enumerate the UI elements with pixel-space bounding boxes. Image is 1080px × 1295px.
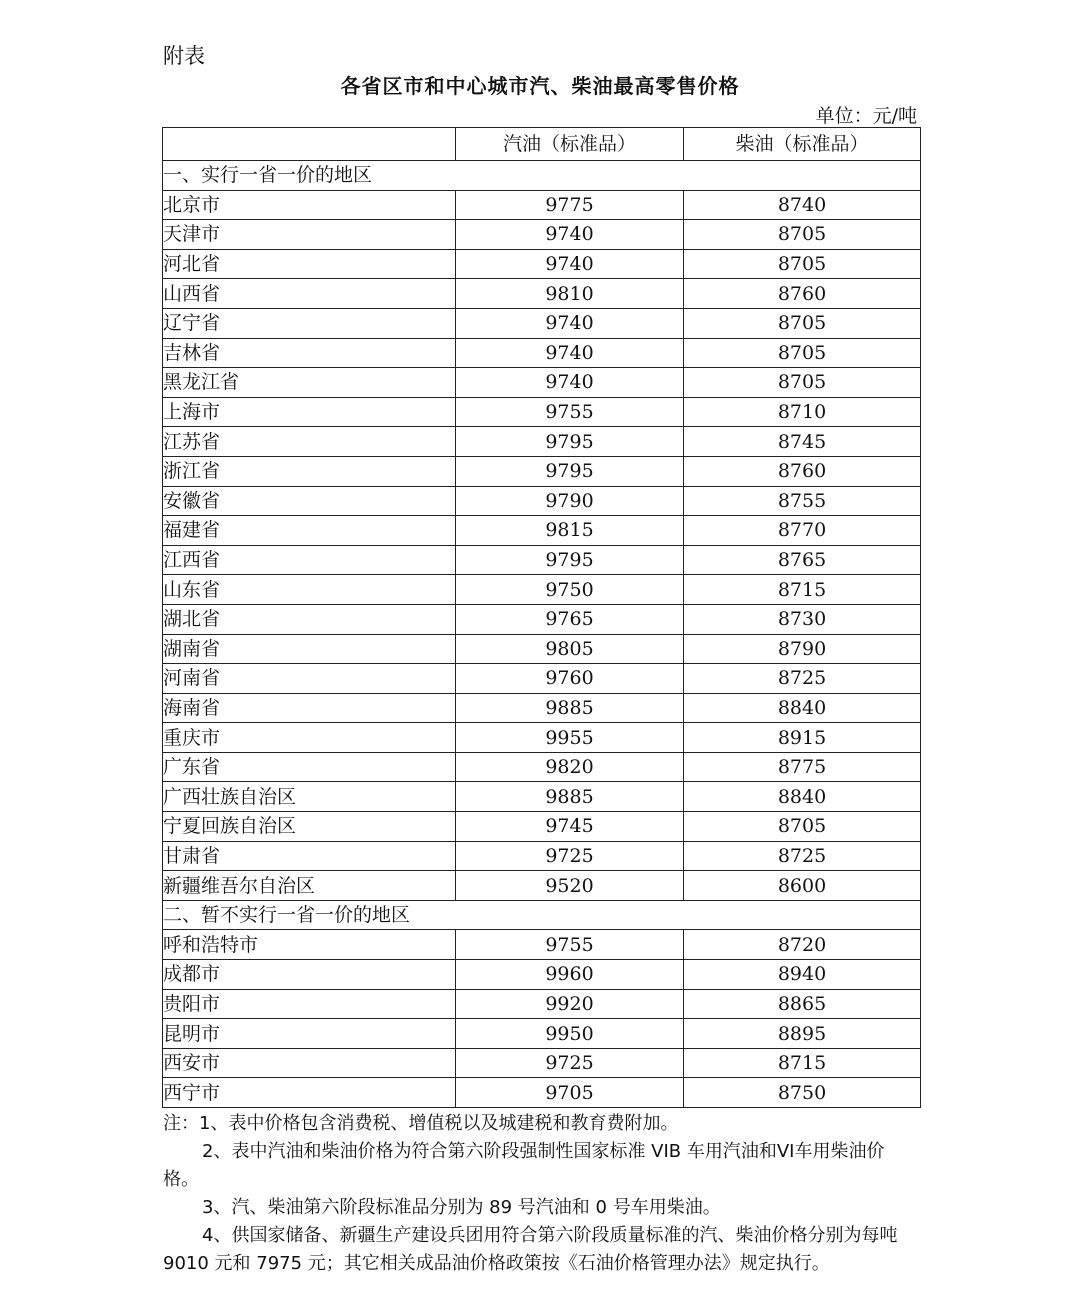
diesel-price-cell: 8840 xyxy=(684,782,921,812)
column-header-gasoline: 汽油（标准品） xyxy=(456,128,684,161)
gasoline-price-cell: 9955 xyxy=(456,723,684,753)
diesel-price-cell: 8775 xyxy=(684,752,921,782)
gasoline-price-cell: 9810 xyxy=(456,279,684,309)
column-header-region xyxy=(163,128,456,161)
diesel-price-cell: 8840 xyxy=(684,693,921,723)
column-header-diesel: 柴油（标准品） xyxy=(684,128,921,161)
gasoline-price-cell: 9765 xyxy=(456,604,684,634)
region-cell: 河南省 xyxy=(163,664,456,694)
region-cell: 广西壮族自治区 xyxy=(163,782,456,812)
region-cell: 上海市 xyxy=(163,397,456,427)
table-row xyxy=(163,338,921,368)
table-row xyxy=(163,1048,921,1078)
table-row xyxy=(163,1019,921,1049)
diesel-price-cell: 8715 xyxy=(684,575,921,605)
gasoline-price-cell: 9740 xyxy=(456,220,684,250)
region-cell: 西安市 xyxy=(163,1048,456,1078)
section-heading-row xyxy=(163,900,921,930)
gasoline-price-cell: 9885 xyxy=(456,693,684,723)
diesel-price-cell: 8915 xyxy=(684,723,921,753)
gasoline-price-cell: 9920 xyxy=(456,989,684,1019)
diesel-price-cell: 8770 xyxy=(684,516,921,546)
note-2: 2、表中汽油和柴油价格为符合第六阶段强制性国家标准 VIB 车用汽油和VI车用柴油价格。 xyxy=(163,1141,885,1190)
note-4: 4、供国家储备、新疆生产建设兵团用符合第六阶段质量标准的汽、柴油价格分别为每吨 9010 元和 7975 元；其它相关成品油价格政策按《石油价格管理办法》规定执行。 xyxy=(163,1225,898,1274)
gasoline-price-cell: 9755 xyxy=(456,930,684,960)
table-row xyxy=(163,190,921,220)
region-cell: 山西省 xyxy=(163,279,456,309)
gasoline-price-cell: 9740 xyxy=(456,308,684,338)
gasoline-price-cell: 9820 xyxy=(456,752,684,782)
diesel-price-cell: 8760 xyxy=(684,279,921,309)
diesel-price-cell: 8760 xyxy=(684,456,921,486)
region-cell: 吉林省 xyxy=(163,338,456,368)
gasoline-price-cell: 9740 xyxy=(456,368,684,398)
diesel-price-cell: 8755 xyxy=(684,486,921,516)
gasoline-price-cell: 9740 xyxy=(456,338,684,368)
region-cell: 贵阳市 xyxy=(163,989,456,1019)
region-cell: 新疆维吾尔自治区 xyxy=(163,871,456,901)
region-cell: 昆明市 xyxy=(163,1019,456,1049)
table-row xyxy=(163,960,921,990)
table-row xyxy=(163,930,921,960)
gasoline-price-cell: 9885 xyxy=(456,782,684,812)
table-row xyxy=(163,989,921,1019)
diesel-price-cell: 8865 xyxy=(684,989,921,1019)
notes xyxy=(163,1110,920,1278)
table-header-row xyxy=(163,128,921,161)
gasoline-price-cell: 9960 xyxy=(456,960,684,990)
gasoline-price-cell: 9745 xyxy=(456,812,684,842)
table-title: 各省区市和中心城市汽、柴油最高零售价格 xyxy=(340,74,740,98)
section-heading: 二、暂不实行一省一价的地区 xyxy=(163,900,921,930)
region-cell: 浙江省 xyxy=(163,456,456,486)
price-table xyxy=(162,127,921,1108)
table-row xyxy=(163,575,921,605)
gasoline-price-cell: 9755 xyxy=(456,397,684,427)
gasoline-price-cell: 9740 xyxy=(456,249,684,279)
table-row xyxy=(163,812,921,842)
diesel-price-cell: 8705 xyxy=(684,220,921,250)
table-row xyxy=(163,516,921,546)
table-row xyxy=(163,782,921,812)
region-cell: 甘肃省 xyxy=(163,841,456,871)
table-row xyxy=(163,841,921,871)
diesel-price-cell: 8725 xyxy=(684,664,921,694)
region-cell: 山东省 xyxy=(163,575,456,605)
table-row xyxy=(163,368,921,398)
table-row xyxy=(163,456,921,486)
diesel-price-cell: 8940 xyxy=(684,960,921,990)
gasoline-price-cell: 9725 xyxy=(456,1048,684,1078)
region-cell: 广东省 xyxy=(163,752,456,782)
table-body xyxy=(163,161,921,1108)
diesel-price-cell: 8725 xyxy=(684,841,921,871)
table-row xyxy=(163,604,921,634)
region-cell: 重庆市 xyxy=(163,723,456,753)
gasoline-price-cell: 9725 xyxy=(456,841,684,871)
region-cell: 宁夏回族自治区 xyxy=(163,812,456,842)
table-row xyxy=(163,308,921,338)
table-row xyxy=(163,634,921,664)
gasoline-price-cell: 9750 xyxy=(456,575,684,605)
region-cell: 呼和浩特市 xyxy=(163,930,456,960)
region-cell: 海南省 xyxy=(163,693,456,723)
diesel-price-cell: 8705 xyxy=(684,308,921,338)
table-row xyxy=(163,427,921,457)
table-row xyxy=(163,752,921,782)
region-cell: 福建省 xyxy=(163,516,456,546)
region-cell: 辽宁省 xyxy=(163,308,456,338)
gasoline-price-cell: 9950 xyxy=(456,1019,684,1049)
diesel-price-cell: 8705 xyxy=(684,812,921,842)
table-row xyxy=(163,1078,921,1108)
gasoline-price-cell: 9795 xyxy=(456,456,684,486)
diesel-price-cell: 8730 xyxy=(684,604,921,634)
table-row xyxy=(163,871,921,901)
table-row xyxy=(163,279,921,309)
appendix-label: 附表 xyxy=(163,44,205,68)
table-row xyxy=(163,397,921,427)
diesel-price-cell: 8790 xyxy=(684,634,921,664)
diesel-price-cell: 8750 xyxy=(684,1078,921,1108)
diesel-price-cell: 8745 xyxy=(684,427,921,457)
gasoline-price-cell: 9805 xyxy=(456,634,684,664)
region-cell: 西宁市 xyxy=(163,1078,456,1108)
diesel-price-cell: 8600 xyxy=(684,871,921,901)
diesel-price-cell: 8765 xyxy=(684,545,921,575)
table-row xyxy=(163,664,921,694)
region-cell: 江苏省 xyxy=(163,427,456,457)
table-row xyxy=(163,486,921,516)
diesel-price-cell: 8705 xyxy=(684,368,921,398)
section-heading: 一、实行一省一价的地区 xyxy=(163,161,921,191)
diesel-price-cell: 8895 xyxy=(684,1019,921,1049)
gasoline-price-cell: 9790 xyxy=(456,486,684,516)
diesel-price-cell: 8705 xyxy=(684,338,921,368)
note-1: 注：1、表中价格包含消费税、增值税以及城建税和教育费附加。 xyxy=(163,1113,679,1134)
region-cell: 湖北省 xyxy=(163,604,456,634)
gasoline-price-cell: 9705 xyxy=(456,1078,684,1108)
region-cell: 江西省 xyxy=(163,545,456,575)
diesel-price-cell: 8710 xyxy=(684,397,921,427)
region-cell: 天津市 xyxy=(163,220,456,250)
gasoline-price-cell: 9795 xyxy=(456,427,684,457)
unit-label: 单位：元/吨 xyxy=(815,105,917,127)
diesel-price-cell: 8705 xyxy=(684,249,921,279)
region-cell: 河北省 xyxy=(163,249,456,279)
region-cell: 黑龙江省 xyxy=(163,368,456,398)
table-row xyxy=(163,693,921,723)
gasoline-price-cell: 9760 xyxy=(456,664,684,694)
diesel-price-cell: 8740 xyxy=(684,190,921,220)
gasoline-price-cell: 9795 xyxy=(456,545,684,575)
gasoline-price-cell: 9775 xyxy=(456,190,684,220)
diesel-price-cell: 8720 xyxy=(684,930,921,960)
section-heading-row xyxy=(163,161,921,191)
region-cell: 北京市 xyxy=(163,190,456,220)
note-3: 3、汽、柴油第六阶段标准品分别为 89 号汽油和 0 号车用柴油。 xyxy=(202,1197,721,1218)
region-cell: 湖南省 xyxy=(163,634,456,664)
region-cell: 安徽省 xyxy=(163,486,456,516)
gasoline-price-cell: 9815 xyxy=(456,516,684,546)
region-cell: 成都市 xyxy=(163,960,456,990)
table-row xyxy=(163,545,921,575)
table-row xyxy=(163,723,921,753)
diesel-price-cell: 8715 xyxy=(684,1048,921,1078)
gasoline-price-cell: 9520 xyxy=(456,871,684,901)
table-row xyxy=(163,249,921,279)
table-row xyxy=(163,220,921,250)
